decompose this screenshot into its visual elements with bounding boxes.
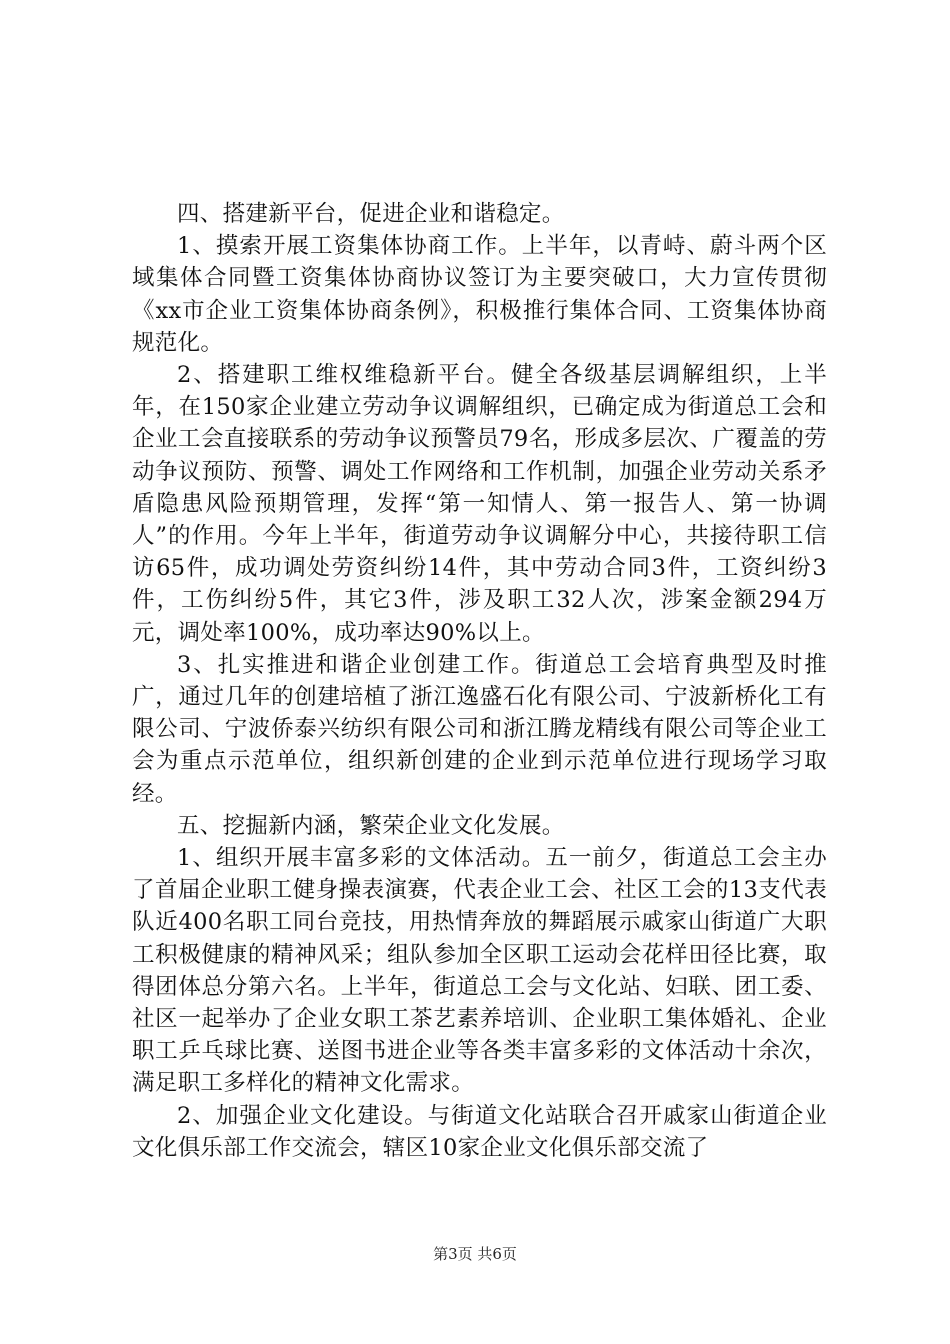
- section-heading-four: 四、搭建新平台，促进企业和谐稳定。: [177, 201, 565, 227]
- page-number-footer: 第3页 共6页: [433, 1245, 517, 1263]
- section-heading-five: 五、挖掘新内涵，繁荣企业文化发展。: [177, 812, 565, 839]
- paragraph-wage-negotiation: 1、摸索开展工资集体协商工作。上半年，以青峙、蔚斗两个区域集体合同暨工资集体协商协议签订为主要突破口，大力宣传贯彻《xx市企业工资集体协商条例》，积极推行集体合同、工资集体协商规范化。: [132, 233, 827, 356]
- paragraph-harmonious-enterprise: 3、扎实推进和谐企业创建工作。街道总工会培育典型及时推广，通过几年的创建培植了浙江逸盛石化有限公司、宁波新桥化工有限公司、宁波侨泰兴纺织有限公司和浙江腾龙精线有限公司等企业工会为重点示范单位，组织新创建的企业到示范单位进行现场学习取经。: [132, 651, 827, 807]
- paragraph-cultural-activities: 1、组织开展丰富多彩的文体活动。五一前夕，街道总工会主办了首届企业职工健身操表演赛，代表企业工会、社区工会的13支代表队近400名职工同台竞技，用热情奔放的舞蹈展示戚家山街道广大职工积极健康的精神风采；组队参加全区职工运动会花样田径比赛，取得团体总分第六名。上半年，街道总工会与文化站、妇联、团工委、社区一起举办了企业女职工茶艺素养培训、企业职工集体婚礼、企业职工乒乓球比赛、送图书进企业等各类丰富多彩的文体活动十余次，满足职工多样化的精神文化需求。: [132, 845, 827, 1097]
- paragraph-rights-platform: 2、搭建职工维权维稳新平台。健全各级基层调解组织，上半年，在150家企业建立劳动争议调解组织，已确定成为街道总工会和企业工会直接联系的劳动争议预警员79名，形成多层次、广覆盖的劳动争议预防、预警、调处工作网络和工作机制，加强企业劳动关系矛盾隐患风险预期管理，发挥“第一知情人、第一报告人、第一协调人”的作用。今年上半年，街道劳动争议调解分中心，共接待职工信访65件，成功调处劳资纠纷14件，其中劳动合同3件，工资纠纷3件，工伤纠纷5件，其它3件，涉及职工32人次，涉案金额294万元，调处率100%，成功率达90%以上。: [132, 362, 827, 646]
- paragraph-corporate-culture: 2、加强企业文化建设。与街道文化站联合召开戚家山街道企业文化俱乐部工作交流会，辖区10家企业文化俱乐部交流了: [132, 1102, 827, 1161]
- document-body: [132, 198, 827, 1164]
